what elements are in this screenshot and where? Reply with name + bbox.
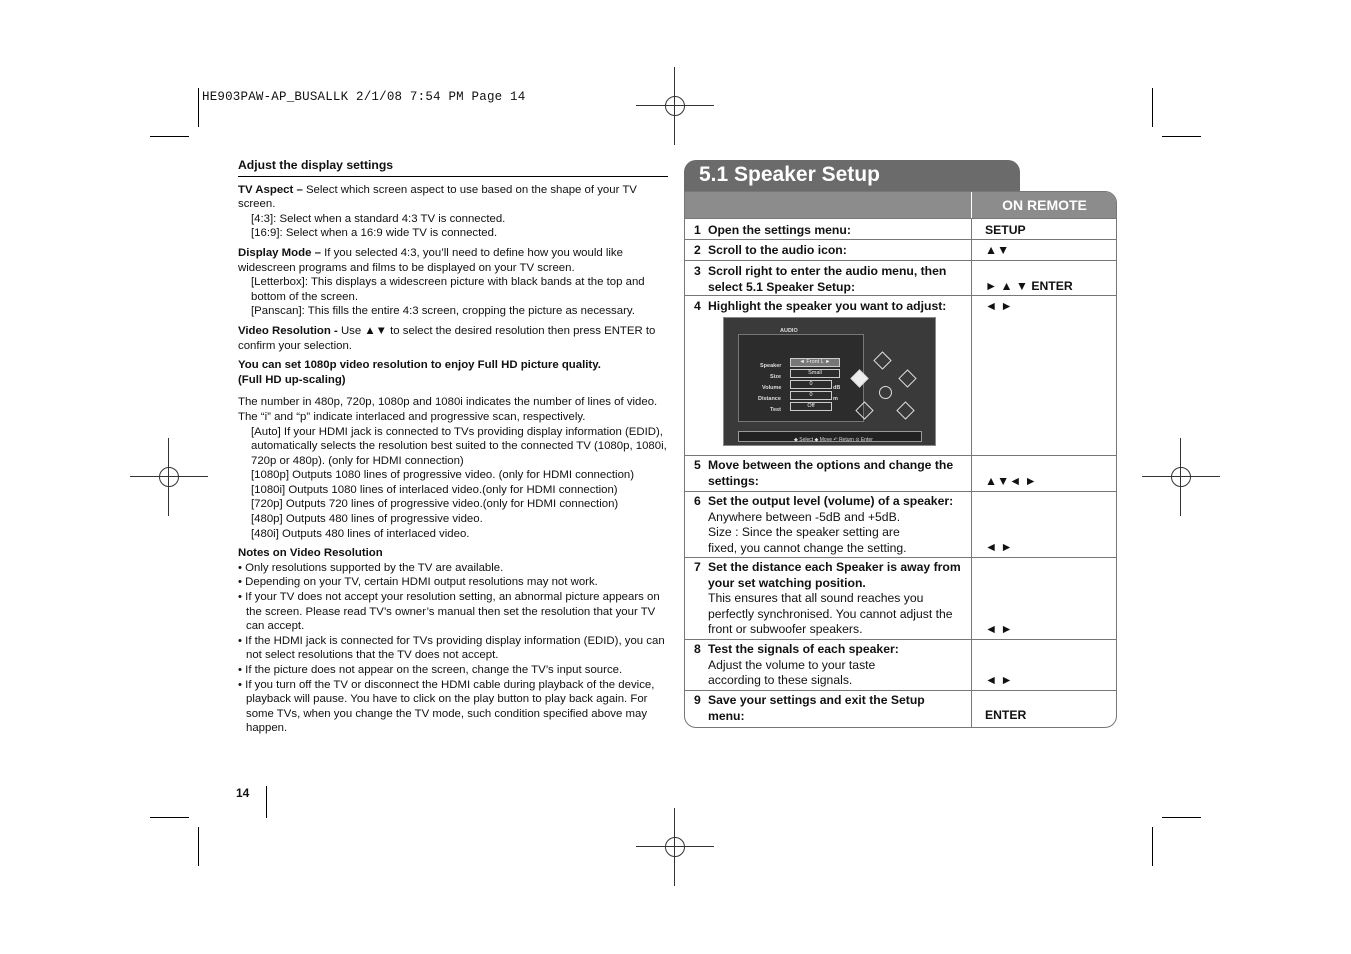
notes-title: Notes on Video Resolution (238, 547, 383, 560)
table-row: 9 Save your settings and exit the Setup menu: ENTER (685, 690, 1116, 728)
crop-mark (1152, 88, 1153, 127)
on-remote-header: ON REMOTE (971, 192, 1117, 218)
video-resolution-paragraph: Video Resolution - Use ▲▼ to select the desired resolution then press ENTER to confirm your selection. (238, 324, 656, 352)
speaker-front-right-icon (898, 369, 916, 387)
crop-mark (1162, 817, 1201, 818)
registration-mark-left (130, 438, 208, 516)
crop-mark (198, 88, 199, 127)
resolution-option: [Auto] If your HDMI jack is connected to TVs providing display information (EDID), automatically selects the resolution best suited to the connected TV (1080p, 1080i, 720p or 480p). (only for HDMI connection) (251, 425, 667, 467)
note-item: • Only resolutions supported by the TV are available. (238, 561, 504, 574)
note-item: • If you turn off the TV or disconnect the HDMI cable during playback of the device, playback will pause. You have to click on the play button to play back again. For some TVs, when you change the TV mode, such condition specified above may happen. (238, 678, 655, 735)
resolution-option: [1080i] Outputs 1080 lines of interlaced video.(only for HDMI connection) (251, 483, 618, 496)
registration-mark-right (1142, 438, 1220, 516)
tv-aspect-option: [4:3]: Select when a standard 4:3 TV is connected. (251, 212, 506, 225)
crop-mark (198, 827, 199, 866)
page-number: 14 (236, 786, 250, 800)
crop-mark (1162, 136, 1201, 137)
tv-aspect-option: [16:9]: Select when a 16:9 wide TV is connected. (251, 227, 498, 240)
subwoofer-icon (879, 386, 892, 399)
resolution-explanation: The number in 480p, 720p, 1080p and 1080i indicates the number of lines of video. The “i” and “p” indicate interlaced and progressive scan, respectively. (238, 396, 658, 423)
resolution-option: [480p] Outputs 480 lines of progressive video. (251, 513, 483, 526)
crop-mark (150, 136, 189, 137)
registration-mark-bottom (636, 808, 714, 886)
resolution-option: [480i] Outputs 480 lines of interlaced video. (251, 527, 470, 540)
note-item: • If your TV does not accept your resolution setting, an abnormal picture appears on the screen. Please read TV’s owner’s manual then set the resolution that your TV can accept. (238, 591, 660, 633)
resolution-option: [1080p] Outputs 1080 lines of progressive video. (only for HDMI connection) (251, 469, 635, 482)
table-row: 4 Highlight the speaker you want to adjust: ◄ ► AUDIO Speaker Size Volume Distance Test ◄ Front L ► Small 0 0 Off dB m ◆ Select ◆ Move ↶ Return ⊙ Enter (685, 295, 1116, 455)
table-row: 1 Open the settings menu: SETUP (685, 218, 1116, 239)
speaker-setup-osd-screenshot: AUDIO Speaker Size Volume Distance Test ◄ Front L ► Small 0 0 Off dB m ◆ Select ◆ Move ↶ Return ⊙ Enter (723, 317, 936, 446)
crop-mark (150, 817, 189, 818)
table-row: 2 Scroll to the audio icon: ▲▼ (685, 239, 1116, 260)
display-settings-section (238, 158, 668, 736)
table-row: 3 Scroll right to enter the audio menu, then select 5.1 Speaker Setup: ► ▲ ▼ ENTER (685, 260, 1116, 295)
display-mode-option: [Panscan]: This fills the entire 4:3 screen, cropping the picture as necessary. (251, 305, 635, 318)
section-title: Adjust the display settings (238, 158, 668, 177)
crop-mark (1152, 827, 1153, 866)
fullhd-note: You can set 1080p video resolution to enjoy Full HD picture quality. (238, 359, 601, 372)
note-item: • If the picture does not appear on the screen, change the TV’s input source. (238, 664, 623, 676)
note-item: • Depending on your TV, certain HDMI output resolutions may not work. (238, 576, 598, 589)
speaker-rear-right-icon (896, 401, 914, 419)
registration-mark-top (636, 67, 714, 145)
section-heading: 5.1 Speaker Setup (699, 163, 880, 186)
resolution-option: [720p] Outputs 720 lines of progressive video.(only for HDMI connection) (251, 498, 619, 511)
table-row: 7 Set the distance each Speaker is away from your set watching position. This ensures that all sound reaches you perfectly synchronised. You cannot adjust the front or subwoofer speakers. ◄ ► (685, 557, 1116, 639)
fullhd-note-sub: (Full HD up-scaling) (238, 373, 346, 386)
steps-table (684, 191, 1117, 728)
display-mode-option: [Letterbox]: This displays a widescreen picture with black bands at the top and bottom of the screen. (251, 276, 645, 303)
table-row: 6 Set the output level (volume) of a speaker: Anywhere between -5dB and +5dB. Size : Since the speaker setting are fixed, you cannot change the setting. ◄ ► (685, 491, 1116, 557)
page-num-divider (266, 786, 267, 818)
speaker-center-icon (873, 351, 891, 369)
table-row: 8 Test the signals of each speaker: Adjust the volume to your taste according to these signals. ◄ ► (685, 639, 1116, 690)
print-header: HE903PAW-AP_BUSALLK 2/1/08 7:54 PM Page 14 (202, 90, 526, 104)
note-item: • If the HDMI jack is connected for TVs providing display information (EDID), you can not select resolutions that the TV does not accept. (238, 634, 665, 662)
table-row: 5 Move between the options and change the settings: ▲▼◄ ► (685, 455, 1116, 491)
display-mode-paragraph: Display Mode – If you selected 4:3, you’ll need to define how you would like widescreen programs and films to be displayed on your TV screen. (238, 246, 623, 274)
tv-aspect-paragraph: TV Aspect – Select which screen aspect to use based on the shape of your TV screen. (238, 183, 637, 211)
table-header (685, 192, 1116, 218)
